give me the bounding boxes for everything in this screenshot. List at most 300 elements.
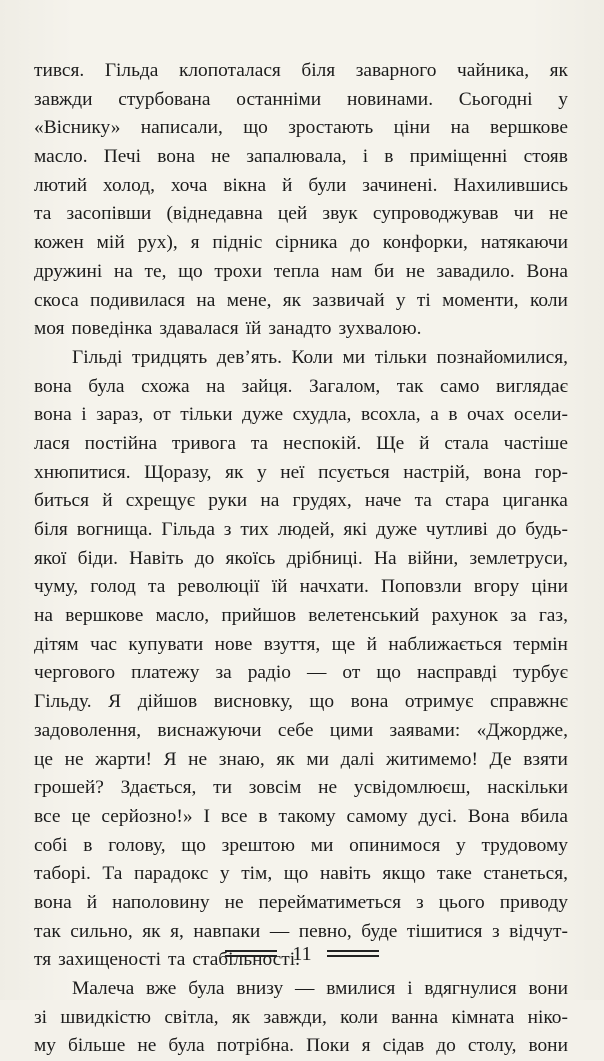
word: мій <box>96 232 125 254</box>
word: не <box>188 748 208 770</box>
word: частіше <box>503 432 568 454</box>
word: на <box>260 490 280 512</box>
word: цими <box>329 719 374 741</box>
text-line <box>34 889 568 918</box>
word: Щоразу, <box>144 461 212 483</box>
word: ми <box>342 346 366 368</box>
word: вершкове <box>489 117 568 139</box>
word: якщо <box>382 863 426 885</box>
word: Я <box>163 748 177 770</box>
word: Ще <box>376 432 405 454</box>
word: Гільда <box>161 519 215 540</box>
word: таборі. <box>34 863 91 885</box>
word: й <box>366 633 377 655</box>
word: як <box>231 1006 251 1028</box>
word: схрещує <box>125 490 196 512</box>
word: му <box>34 1035 56 1057</box>
word: не <box>318 777 338 799</box>
word: радіо <box>247 662 291 684</box>
word: потрібна. <box>216 1035 295 1057</box>
word: вони <box>528 1035 568 1057</box>
word: супроводжував <box>372 203 499 225</box>
word: настрій, <box>403 461 470 483</box>
text-line <box>34 229 568 258</box>
word: житимемо! <box>385 748 478 770</box>
word: я <box>190 232 200 254</box>
word: людей, <box>277 519 335 540</box>
footer-ornament-left <box>225 950 277 957</box>
word: що <box>178 260 203 282</box>
word: що <box>283 863 309 885</box>
word: псується <box>318 461 390 483</box>
word: заварного <box>355 60 437 81</box>
page-number: 11 <box>292 943 312 965</box>
text-line <box>34 803 568 832</box>
word: Поки <box>306 1035 350 1057</box>
word: рахунок <box>431 605 499 627</box>
word: в <box>83 834 93 856</box>
text-line <box>34 717 568 746</box>
word: тільки <box>180 404 233 426</box>
word: дев’ять. <box>216 346 282 368</box>
word: (віднедавна <box>166 203 263 225</box>
text-line <box>34 258 568 287</box>
text-line <box>34 401 568 430</box>
word: біля <box>34 519 68 540</box>
text-line <box>34 57 568 86</box>
word: ті <box>416 289 431 311</box>
word: трудовому <box>481 834 568 856</box>
word: биться <box>34 490 90 512</box>
word: якоїсь <box>225 547 276 569</box>
word: вмилися <box>326 978 396 999</box>
word: — <box>307 662 327 684</box>
word: прийшов <box>221 605 297 627</box>
word: Загалом, <box>309 375 381 397</box>
word: та <box>250 432 269 454</box>
word: Де <box>489 748 512 770</box>
word: усвідомлюєш, <box>353 777 471 799</box>
text-line <box>34 1032 568 1061</box>
word: так <box>34 920 61 942</box>
word: у <box>558 88 568 110</box>
text-line <box>34 688 568 717</box>
word: стала <box>444 432 489 454</box>
word: термін <box>513 633 568 655</box>
word: постійна <box>84 432 158 454</box>
word: ми <box>310 834 334 856</box>
word: та <box>147 576 166 598</box>
word: і <box>407 978 413 999</box>
word: «Віснику» <box>34 117 121 139</box>
word: неспокій. <box>283 432 362 454</box>
word: нове <box>214 633 253 655</box>
word: тішитися <box>406 920 483 942</box>
word: гор- <box>534 461 568 483</box>
word: столу, <box>467 1035 517 1057</box>
word: Я <box>108 691 122 713</box>
word: зростають <box>288 117 374 139</box>
word: такому <box>278 805 336 827</box>
word: вікна <box>223 174 267 196</box>
word: дрібниці. <box>286 547 363 569</box>
page-footer <box>0 940 604 968</box>
word: натякаючи <box>480 232 568 254</box>
word: у <box>456 834 466 856</box>
word: циганка <box>502 490 568 512</box>
text-line <box>34 631 568 660</box>
word: Вона <box>526 260 568 282</box>
word: за <box>510 605 527 627</box>
word: війни, <box>407 547 459 569</box>
word: тривога <box>171 432 236 454</box>
word: очах <box>467 404 505 426</box>
word: вона <box>483 461 522 483</box>
word: час <box>90 633 118 655</box>
word: грошей? <box>34 777 104 799</box>
word: тився. <box>34 60 85 81</box>
text-line <box>34 315 568 344</box>
word: не <box>548 203 568 225</box>
word: зараз, <box>96 404 144 426</box>
word: масло. <box>34 146 88 168</box>
word: наближається <box>388 633 502 655</box>
word: висновку, <box>213 691 293 713</box>
word: рух), <box>137 232 178 254</box>
word: вона <box>34 404 72 426</box>
word: голову, <box>108 834 166 856</box>
word: дійшов <box>137 691 198 713</box>
word: схудла, <box>292 404 352 426</box>
word: навіть <box>319 863 371 885</box>
word: якої <box>34 547 67 569</box>
text-line <box>34 602 568 631</box>
word: знаю, <box>218 748 265 770</box>
word: певно, <box>298 920 352 942</box>
word: подивилася <box>89 289 186 311</box>
word: на <box>34 605 53 627</box>
word: більше <box>68 1035 126 1057</box>
word: а <box>430 404 439 426</box>
text-line <box>34 200 568 229</box>
word: ще <box>331 633 356 655</box>
word: тридцять <box>131 346 208 368</box>
word: стабільності. <box>192 949 300 971</box>
footer-ornament-right <box>327 950 379 957</box>
word: була <box>88 375 125 397</box>
word: до <box>350 232 370 254</box>
word: серйозно!» <box>101 805 193 827</box>
word: жарти! <box>95 748 152 770</box>
word: у <box>256 461 267 483</box>
word: мене, <box>226 289 272 311</box>
word: завжди, <box>263 1006 327 1028</box>
word: біди. <box>77 547 118 569</box>
word: холод, <box>103 174 155 196</box>
word: само <box>440 375 480 397</box>
word: моя <box>34 318 65 340</box>
word: внизу <box>236 978 284 999</box>
word: приводу <box>499 891 568 913</box>
word: ніко- <box>527 1006 568 1028</box>
word: Здається, <box>120 777 197 799</box>
word: таке <box>436 863 472 885</box>
word: вона <box>350 691 389 713</box>
word: ванна <box>391 1006 439 1028</box>
word: станеться, <box>483 863 568 885</box>
word: сильно, <box>70 920 133 942</box>
text-line <box>34 832 568 861</box>
word: стара <box>445 490 490 512</box>
word: завжди <box>34 88 93 110</box>
word: чуму, <box>34 576 79 598</box>
word: опинимося <box>349 834 441 856</box>
word: кімната <box>451 1006 515 1028</box>
word: І <box>203 805 210 827</box>
word: чи <box>513 203 534 225</box>
word: як <box>549 60 568 81</box>
word: виснажуючи <box>157 719 262 741</box>
word: вони <box>528 978 568 999</box>
word: коли <box>340 1006 379 1028</box>
word: Сьогодні <box>458 88 533 110</box>
text-line <box>34 860 568 889</box>
word: з <box>491 920 500 942</box>
word: насправді <box>416 662 498 684</box>
word: чергового <box>34 662 116 684</box>
word: вогнища. <box>76 519 153 540</box>
word: перейматиметься <box>258 891 402 913</box>
word: була <box>188 978 225 999</box>
word: Коли <box>291 346 333 368</box>
word: і <box>362 146 369 168</box>
word: тя <box>34 949 52 971</box>
word: клопоталася <box>178 60 281 81</box>
word: чутливі <box>425 519 488 540</box>
word: далі <box>340 748 375 770</box>
word: голод <box>90 576 136 598</box>
word: «Джордже, <box>476 719 568 741</box>
word: ціни <box>531 576 568 598</box>
word: здавалася <box>159 318 239 340</box>
word: стурбована <box>118 88 211 110</box>
word: Нахилившись <box>453 174 568 196</box>
text-line <box>34 143 568 172</box>
word: Печі <box>103 146 142 168</box>
word: неї <box>280 461 305 483</box>
word: та <box>414 490 432 512</box>
text-line <box>34 573 568 602</box>
word: на <box>450 117 470 139</box>
word: зайця. <box>241 375 293 397</box>
word: дуже <box>242 404 284 426</box>
word: зрештою <box>221 834 295 856</box>
word: й <box>282 174 293 196</box>
word: взяти <box>523 748 568 770</box>
text-line <box>34 344 568 373</box>
word: занадто <box>268 318 332 340</box>
word: зовсім <box>248 777 302 799</box>
word: новинами. <box>346 88 434 110</box>
word: це <box>34 748 53 770</box>
word: їй <box>271 576 288 598</box>
word: вже <box>146 978 177 999</box>
text-line <box>34 659 568 688</box>
word: до <box>496 519 517 540</box>
word: дуже <box>376 519 418 540</box>
word: і <box>81 404 87 426</box>
word: всохла, <box>360 404 421 426</box>
word: світла, <box>164 1006 219 1028</box>
word: вершкове <box>65 605 144 627</box>
word: землетруси, <box>469 547 568 569</box>
word: тім, <box>241 863 273 885</box>
word: Гільда <box>104 60 159 81</box>
word: цього <box>438 891 485 913</box>
word: з <box>416 891 424 913</box>
word: Гільді <box>72 346 123 368</box>
word: за <box>215 662 232 684</box>
word: не <box>224 891 244 913</box>
word: вона <box>34 891 72 913</box>
word: лася <box>34 432 70 454</box>
word: чайника, <box>457 60 530 81</box>
word: взуття, <box>263 633 321 655</box>
word: ми <box>306 748 330 770</box>
word: задоволення, <box>34 719 142 741</box>
word: все <box>220 805 248 827</box>
word: відчут- <box>509 920 568 942</box>
word: би <box>373 260 395 282</box>
word: Та <box>102 863 123 885</box>
word: й <box>86 891 98 913</box>
word: моменти, <box>442 289 519 311</box>
word: була <box>168 1035 205 1057</box>
word: я <box>361 1035 371 1057</box>
word: тільки <box>374 346 427 368</box>
word: руки <box>208 490 248 512</box>
word: тих <box>240 519 269 540</box>
word: в <box>448 404 458 426</box>
word: познайомилися, <box>436 346 568 368</box>
word: зазвичай <box>312 289 385 311</box>
word: парадокс <box>133 863 209 885</box>
text-line <box>34 1004 568 1033</box>
word: які <box>343 519 368 540</box>
word: от <box>152 404 171 426</box>
text-line <box>34 86 568 115</box>
text-line <box>34 487 568 516</box>
text-line <box>34 516 568 545</box>
word: Малеча <box>72 978 135 999</box>
word: підніс <box>212 232 263 254</box>
word: себе <box>277 719 314 741</box>
word: те, <box>144 260 167 282</box>
word: завадило. <box>436 260 515 282</box>
word: сірника <box>275 232 338 254</box>
word: не <box>64 748 84 770</box>
word: наче <box>364 490 402 512</box>
word: були <box>308 174 347 196</box>
word: до <box>194 547 215 569</box>
word: трохи <box>214 260 263 282</box>
text-line <box>34 459 568 488</box>
word: дусі. <box>418 805 457 827</box>
word: в <box>258 805 268 827</box>
word: це <box>71 805 91 827</box>
word: осели- <box>513 404 568 426</box>
word: з <box>223 519 232 540</box>
word: все <box>34 805 61 827</box>
word: Вона <box>467 805 510 827</box>
word: Навіть <box>129 547 184 569</box>
word: як <box>142 920 161 942</box>
word: приміщенні <box>409 146 508 168</box>
word: зухвалою. <box>338 318 422 340</box>
text-line <box>34 287 568 316</box>
word: — <box>295 978 315 999</box>
word: наполовину <box>112 891 210 913</box>
word: захищеності <box>58 949 162 971</box>
word: до <box>436 1035 456 1057</box>
word: заявами: <box>389 719 461 741</box>
word: у <box>395 289 406 311</box>
word: вдягнулися <box>424 978 517 999</box>
word: як <box>225 461 244 483</box>
word: стояв <box>523 146 568 168</box>
word: самому <box>346 805 408 827</box>
word: зачинені. <box>362 174 438 196</box>
word: хоча <box>170 174 208 196</box>
word: вона <box>34 375 72 397</box>
word: дружині <box>34 260 103 282</box>
word: На <box>373 547 397 569</box>
word: цей <box>277 203 308 225</box>
word: й <box>102 490 113 512</box>
word: кожен <box>34 232 84 254</box>
word: на <box>113 260 133 282</box>
word: вбила <box>520 805 568 827</box>
word: що <box>309 691 335 713</box>
word: начхати. <box>299 576 369 598</box>
word: біля <box>301 60 336 81</box>
text-line <box>34 545 568 574</box>
word: сідав <box>382 1035 425 1057</box>
text-line <box>34 774 568 803</box>
word: газ, <box>538 605 568 627</box>
word: платежу <box>131 662 200 684</box>
word: собі <box>34 834 68 856</box>
word: що <box>243 117 268 139</box>
word: велетенський <box>308 605 420 627</box>
word: в <box>384 146 394 168</box>
word: на <box>206 375 226 397</box>
word: будь- <box>525 519 568 540</box>
word: нам <box>331 260 363 282</box>
word: як <box>276 748 295 770</box>
word: скоса <box>34 289 79 311</box>
word: ціни <box>393 117 431 139</box>
word: поведінка <box>71 318 153 340</box>
text-line <box>34 430 568 459</box>
word: звук <box>322 203 358 225</box>
word: їй <box>245 318 262 340</box>
word: дітям <box>34 633 79 655</box>
word: на <box>196 289 216 311</box>
word: та <box>34 203 52 225</box>
word: у <box>219 863 230 885</box>
word: — <box>269 920 290 942</box>
